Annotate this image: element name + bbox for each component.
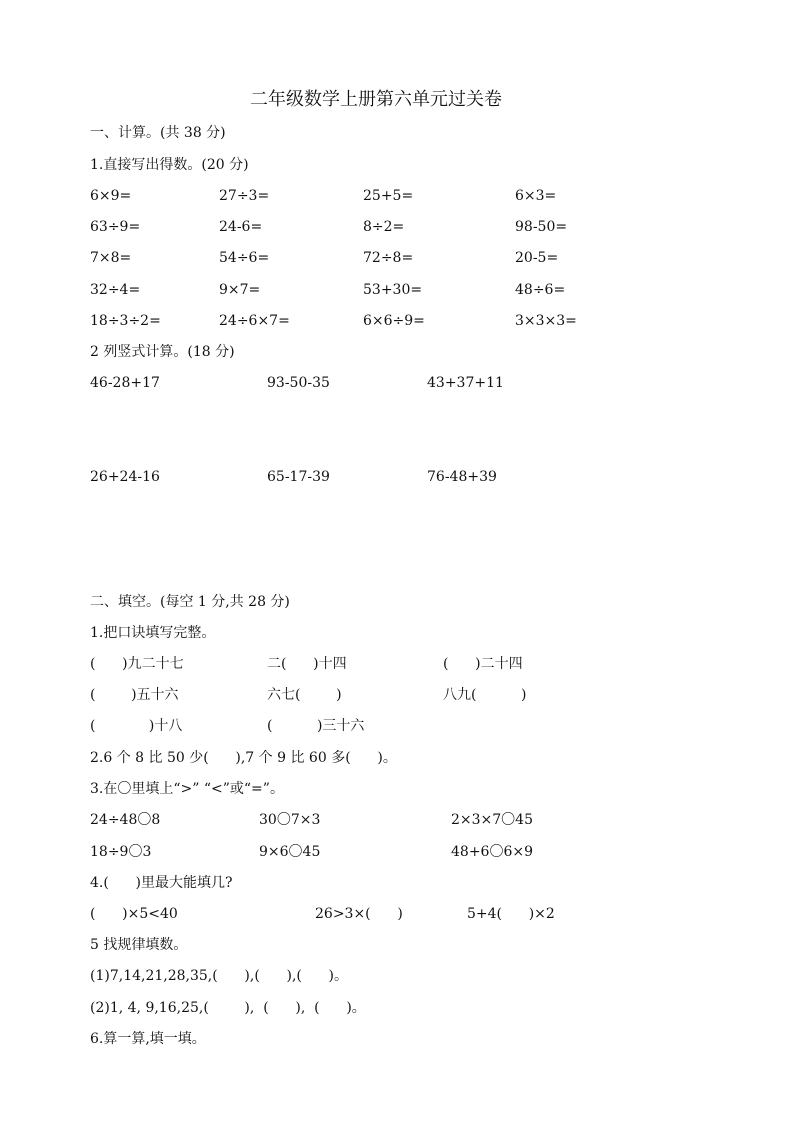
- fill-q1-heading: 1.把口诀填写完整。: [90, 625, 216, 641]
- vertical-calc-item: 76-48+39: [427, 469, 497, 485]
- mnemonic-item: 六七( ): [267, 687, 342, 703]
- max-fill-item: 26>3×( ): [315, 906, 403, 922]
- mnemonic-item: ( )二十四: [443, 656, 523, 672]
- page-title: 二年级数学上册第六单元过关卷: [250, 89, 502, 110]
- section-2-heading: 二、填空。(每空 1 分,共 28 分): [90, 594, 290, 610]
- compare-item: 2×3×7〇45: [451, 812, 533, 828]
- calc-item: 63÷9=: [90, 219, 141, 235]
- calc-item: 18÷3÷2=: [90, 313, 161, 329]
- mnemonic-item: ( )十八: [90, 718, 183, 734]
- calc-item: 7×8=: [90, 250, 132, 266]
- calc-item: 98-50=: [515, 219, 568, 235]
- fill-q3-heading: 3.在〇里填上“>” “<”或“=”。: [90, 781, 284, 797]
- calc-item: 8÷2=: [363, 219, 405, 235]
- calc-item: 6×6÷9=: [363, 313, 425, 329]
- mnemonic-item: 二( )十四: [267, 656, 347, 672]
- calc-item: 53+30=: [363, 282, 423, 298]
- compare-item: 30〇7×3: [259, 812, 321, 828]
- fill-q5-heading: 5 找规律填数。: [90, 937, 188, 953]
- q1-heading: 1.直接写出得数。(20 分): [90, 157, 249, 173]
- fill-q4-heading: 4.( )里最大能填几?: [90, 875, 233, 891]
- calc-item: 6×3=: [515, 188, 557, 204]
- calc-item: 9×7=: [219, 282, 261, 298]
- vertical-calc-item: 43+37+11: [427, 375, 504, 391]
- mnemonic-item: ( )九二十七: [90, 656, 184, 672]
- section-1-heading: 一、计算。(共 38 分): [90, 125, 226, 141]
- vertical-calc-item: 26+24-16: [90, 469, 160, 485]
- mnemonic-item: ( )三十六: [267, 718, 365, 734]
- calc-item: 54÷6=: [219, 250, 270, 266]
- max-fill-item: ( )×5<40: [90, 906, 178, 922]
- calc-item: 6×9=: [90, 188, 132, 204]
- compare-item: 9×6〇45: [259, 844, 321, 860]
- vertical-calc-item: 46-28+17: [90, 375, 160, 391]
- pattern-item: (1)7,14,21,28,35,( ),( ),( )。: [90, 968, 349, 984]
- mnemonic-item: 八九( ): [443, 687, 527, 703]
- max-fill-item: 5+4( )×2: [467, 906, 555, 922]
- calc-item: 32÷4=: [90, 282, 141, 298]
- calc-item: 3×3×3=: [515, 313, 577, 329]
- calc-item: 24-6=: [219, 219, 263, 235]
- vertical-calc-item: 93-50-35: [267, 375, 330, 391]
- calc-item: 27÷3=: [219, 188, 270, 204]
- vertical-calc-item: 65-17-39: [267, 469, 330, 485]
- calc-item: 24÷6×7=: [219, 313, 290, 329]
- compare-item: 24÷48〇8: [90, 812, 161, 828]
- compare-item: 48+6〇6×9: [451, 844, 533, 860]
- calc-item: 48÷6=: [515, 282, 566, 298]
- fill-q2: 2.6 个 8 比 50 少( ),7 个 9 比 60 多( )。: [90, 750, 397, 766]
- mnemonic-item: ( )五十六: [90, 687, 179, 703]
- calc-item: 25+5=: [363, 188, 414, 204]
- compare-item: 18÷9〇3: [90, 844, 152, 860]
- q2-heading: 2 列竖式计算。(18 分): [90, 344, 235, 360]
- pattern-item: (2)1, 4, 9,16,25,( ), ( ), ( )。: [90, 1000, 366, 1016]
- fill-q6-heading: 6.算一算,填一填。: [90, 1031, 206, 1047]
- calc-item: 72÷8=: [363, 250, 414, 266]
- calc-item: 20-5=: [515, 250, 559, 266]
